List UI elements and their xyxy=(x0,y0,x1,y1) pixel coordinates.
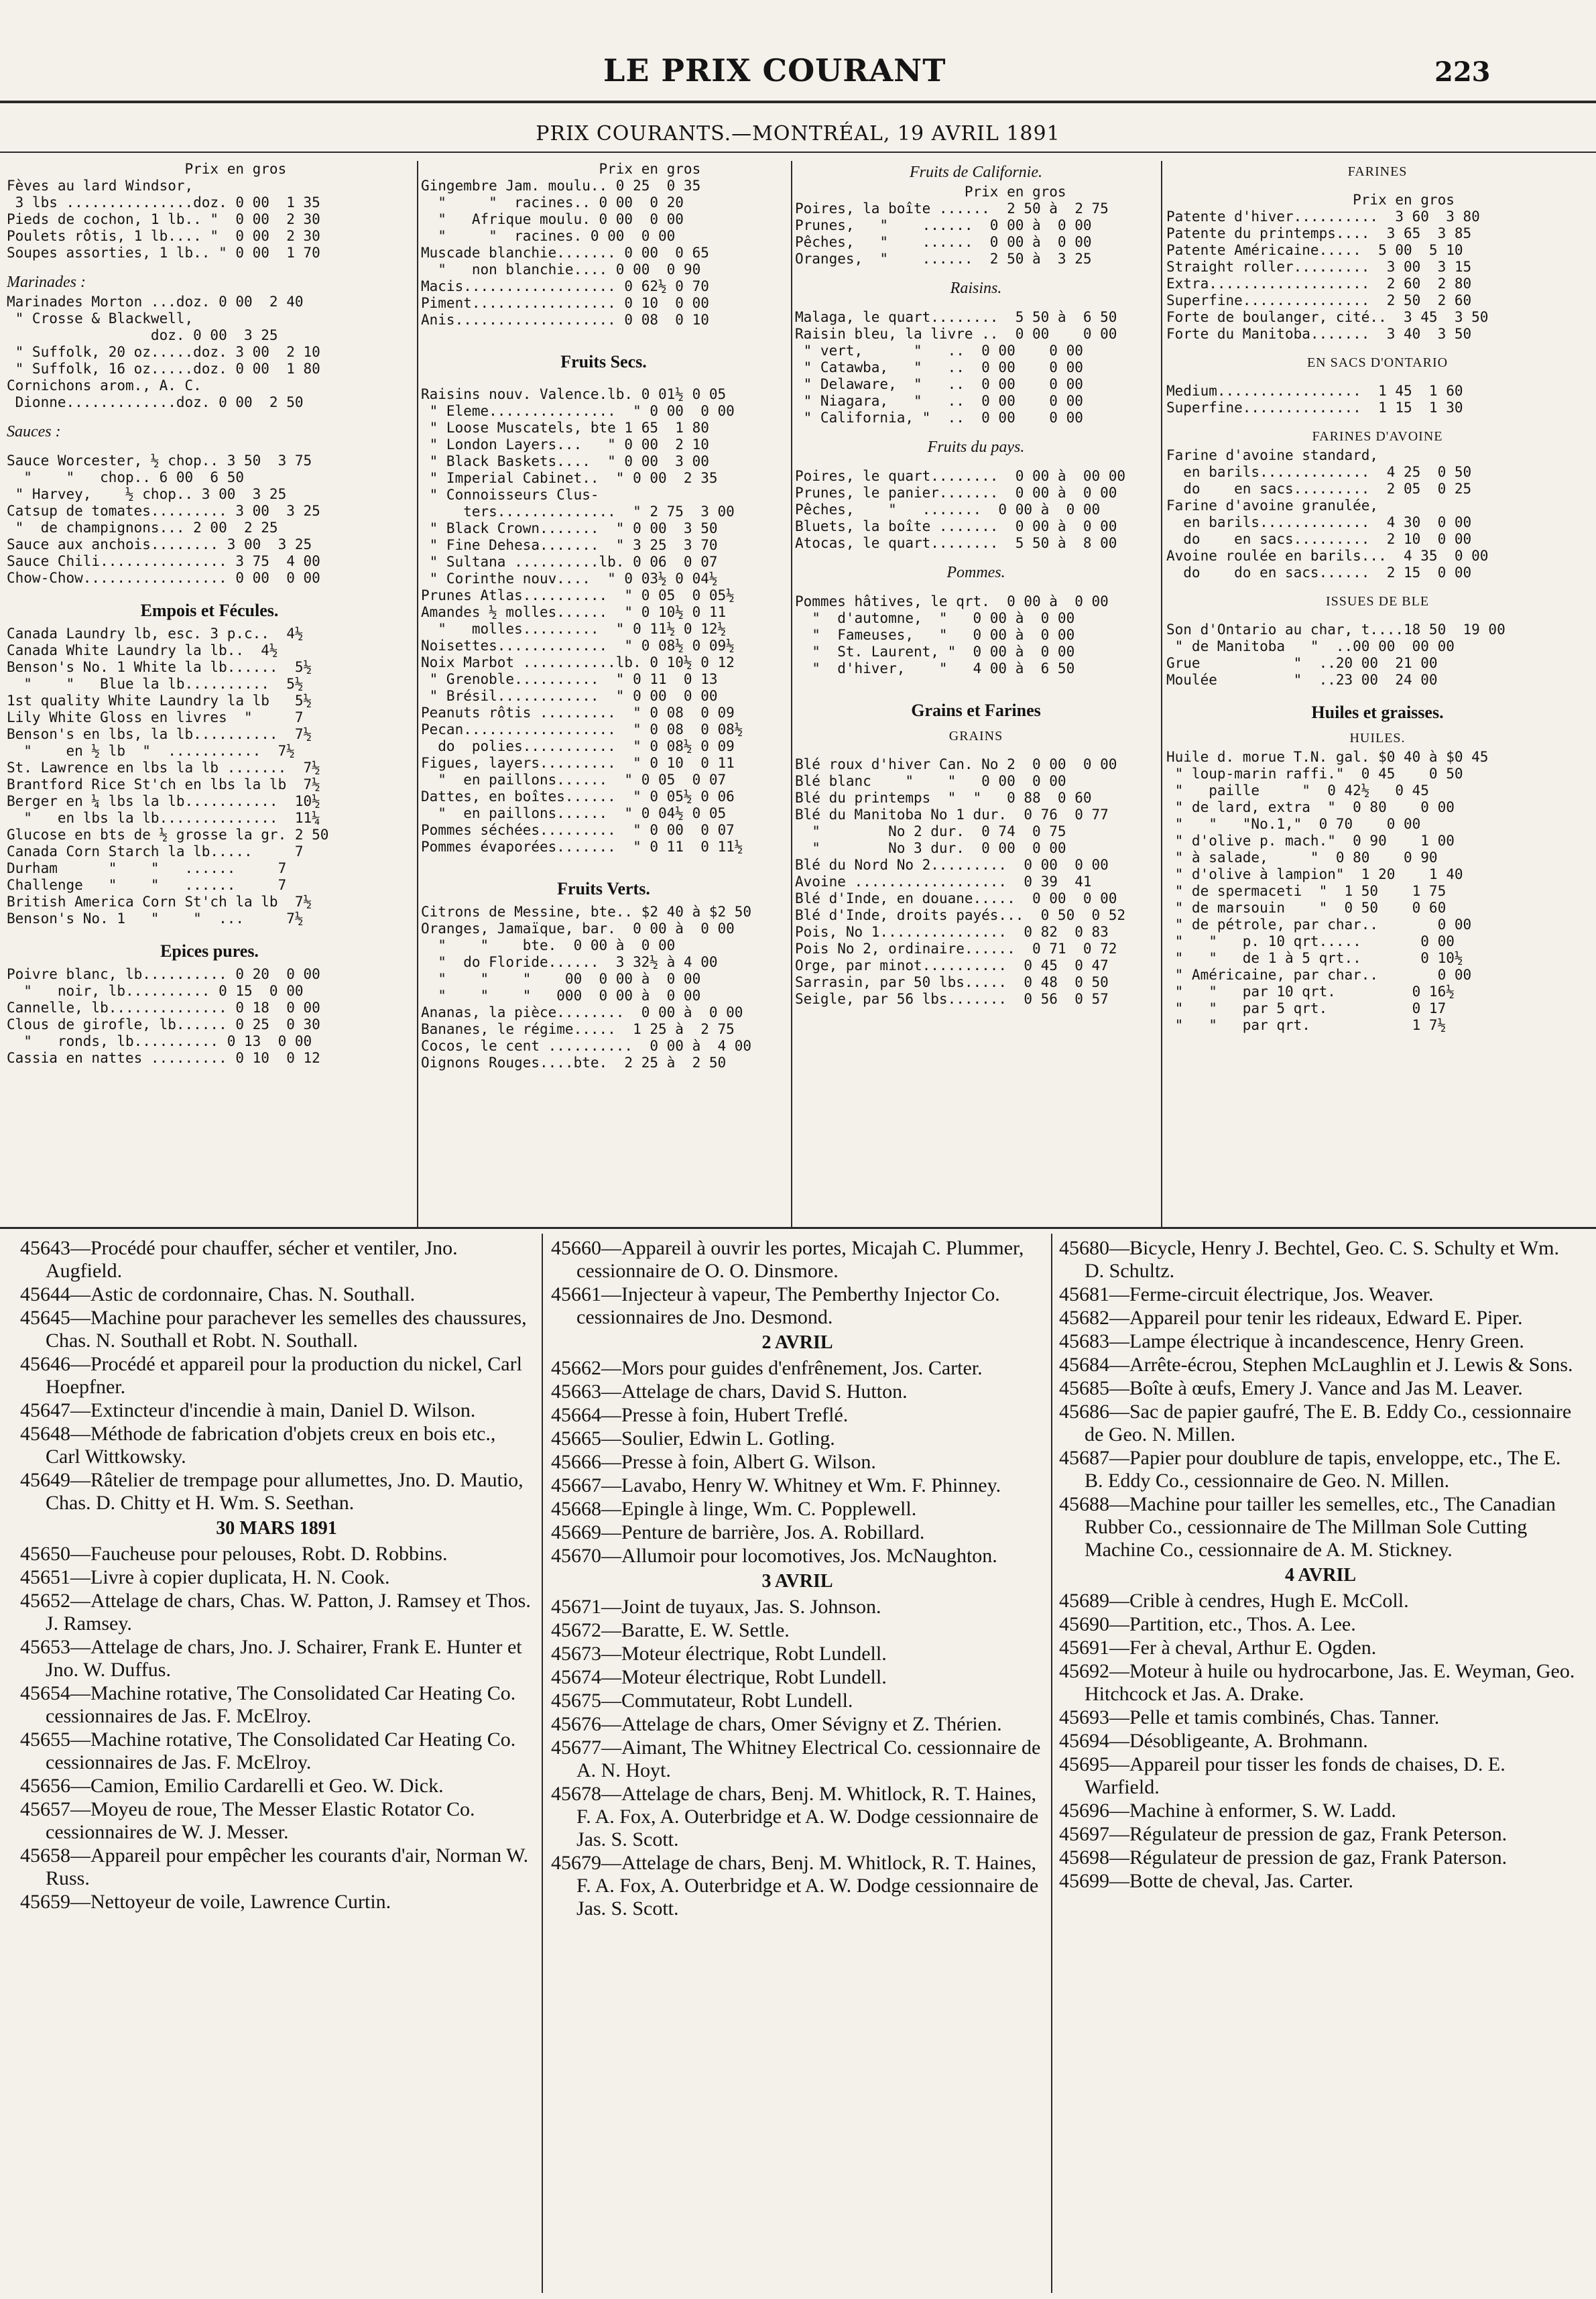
spacer xyxy=(421,329,786,338)
price-line: " en ½ lb " ........... 7½ xyxy=(7,743,295,759)
price-line: Berger en ¼ lbs la lb........... 10½ xyxy=(7,793,320,809)
price-line: Forte du Manitoba....... 3 40 3 50 xyxy=(1166,326,1472,342)
section-rule xyxy=(0,152,1596,153)
patent-entry: 45645—Machine pour parachever les semelles des chaussures, Chas. N. Southall et Robt. N. Southall. xyxy=(20,1307,527,1352)
price-line: Peanuts rôtis ......... " 0 08 0 09 xyxy=(421,705,735,721)
price-line: do en sacs......... 2 05 0 25 xyxy=(1166,481,1472,497)
price-line: Durham " " ...... 7 xyxy=(7,860,287,876)
spacer xyxy=(1166,612,1589,622)
patent-entry: 45686—Sac de papier gaufré, The E. B. Eddy Co., cessionnaire de Geo. N. Millen. xyxy=(1059,1401,1572,1446)
patent-entry: 45676—Attelage de chars, Omer Sévigny et Z. Thérien. xyxy=(551,1713,1002,1735)
price-line: Challenge " " ...... 7 xyxy=(7,877,287,893)
patent-entry: 45671—Joint de tuyaux, Jas. S. Johnson. xyxy=(551,1596,881,1618)
price-line: Patente d'hiver.......... 3 60 3 80 xyxy=(1166,209,1480,225)
price-line: " Suffolk, 16 oz.....doz. 0 00 1 80 xyxy=(7,361,320,377)
section-heading: PRIX COURANTS.—MONTRÉAL, 19 AVRIL 1891 xyxy=(536,122,1060,145)
patent-entry: 45653—Attelage de chars, Jno. J. Schairer, Frank E. Hunter et Jno. W. Duffus. xyxy=(20,1636,522,1681)
patent-entry: 45694—Désobligeante, A. Brohmann. xyxy=(1059,1730,1368,1752)
price-line: " Delaware, " .. 0 00 0 00 xyxy=(795,376,1083,392)
price-line: " " par 5 qrt. 0 17 xyxy=(1166,1000,1447,1016)
price-line: Medium................. 1 45 1 60 xyxy=(1166,383,1463,399)
price-line: Dattes, en boîtes...... " 0 05½ 0 06 xyxy=(421,788,735,805)
column-divider xyxy=(542,1234,543,2293)
price-line: " de Manitoba " ..00 00 00 00 xyxy=(1166,638,1455,654)
price-line: " en paillons...... " 0 04½ 0 05 xyxy=(421,805,727,821)
price-line: Bananes, le régime..... 1 25 à 2 75 xyxy=(421,1021,735,1037)
subsection-heading: ISSUES DE BLE xyxy=(1325,594,1430,609)
price-line: " Grenoble.......... " 0 11 0 13 xyxy=(421,671,718,687)
price-line: Farine d'avoine granulée, xyxy=(1166,497,1379,514)
price-line: " d'automne, " 0 00 à 0 00 xyxy=(795,610,1075,626)
price-line: Huile d. morue T.N. gal. $0 40 à $0 45 xyxy=(1166,749,1489,765)
spacer xyxy=(7,261,412,271)
spacer xyxy=(7,927,412,937)
price-line: Fèves au lard Windsor, xyxy=(7,178,194,194)
price-line: Farine d'avoine standard, xyxy=(1166,447,1379,463)
price-line: Extra................... 2 60 2 80 xyxy=(1166,276,1472,292)
price-line: " molles......... " 0 11½ 0 12½ xyxy=(421,621,727,637)
patent-entry: 45688—Machine pour tailler les semelles, etc., The Canadian Rubber Co., cessionnaire de The Millman Sole Cutting Machine Co., cessionnaire de A. M. Stickney. xyxy=(1059,1493,1556,1561)
price-line: Pêches, " ....... 0 00 à 0 00 xyxy=(795,502,1101,518)
spacer xyxy=(795,459,1157,468)
price-line: " Crosse & Blackwell, xyxy=(7,310,194,327)
price-line: " No 2 dur. 0 74 0 75 xyxy=(795,823,1066,839)
price-line: " Connoisseurs Clus- xyxy=(421,487,599,503)
patent-entry: 45691—Fer à cheval, Arthur E. Ogden. xyxy=(1059,1637,1377,1659)
price-line: Pieds de cochon, 1 lb.. " 0 00 2 30 xyxy=(7,211,320,227)
subsection-heading: Sauces : xyxy=(7,423,61,440)
price-line: Pois No 2, ordinaire...... 0 71 0 72 xyxy=(795,941,1117,957)
price-line: do en sacs......... 2 10 0 00 xyxy=(1166,531,1472,547)
price-line: " " " 00 0 00 à 0 00 xyxy=(421,971,701,987)
price-line: St. Lawrence en lbs la lb ....... 7½ xyxy=(7,760,320,776)
price-line: British America Corn St'ch la lb 7½ xyxy=(7,894,312,910)
price-line: Piment................. 0 10 0 00 xyxy=(421,295,709,311)
price-line: Blé d'Inde, en douane..... 0 00 0 00 xyxy=(795,890,1117,906)
patent-entry: 45644—Astic de cordonnaire, Chas. N. Southall. xyxy=(20,1283,416,1305)
date-heading: 30 MARS 1891 xyxy=(216,1518,337,1539)
price-line: " Black Baskets.... " 0 00 3 00 xyxy=(421,453,709,469)
price-line: Canada Laundry lb, esc. 3 p.c.. 4½ xyxy=(7,626,304,642)
patent-entry: 45678—Attelage de chars, Benj. M. Whitlock, R. T. Haines, F. A. Fox, A. Outerbridge et A. W. Dodge cessionnaire de Jas. S. Scott. xyxy=(551,1783,1039,1850)
column-divider xyxy=(1051,1234,1052,2293)
price-line: " " " 000 0 00 à 0 00 xyxy=(421,988,701,1004)
price-line: Gingembre Jam. moulu.. 0 25 0 35 xyxy=(421,178,701,194)
price-line: " " "No.1," 0 70 0 00 xyxy=(1166,816,1421,832)
price-line: " St. Laurent, " 0 00 à 0 00 xyxy=(795,644,1075,660)
price-line: " loup-marin raffi." 0 45 0 50 xyxy=(1166,766,1463,782)
price-line: Marinades Morton ...doz. 0 00 2 40 xyxy=(7,294,304,310)
price-line: " do Floride...... 3 32½ à 4 00 xyxy=(421,954,718,970)
patent-entry: 45682—Appareil pour tenir les rideaux, Edward E. Piper. xyxy=(1059,1307,1523,1329)
spacer xyxy=(1166,373,1589,383)
price-line: Poires, le quart........ 0 00 à 00 00 xyxy=(795,468,1126,484)
price-line: Malaga, le quart........ 5 50 à 6 50 xyxy=(795,309,1117,325)
patent-entry: 45677—Aimant, The Whitney Electrical Co. cessionnaire de A. N. Hoyt. xyxy=(551,1736,1041,1781)
price-line: Blé du Manitoba No 1 dur. 0 76 0 77 xyxy=(795,807,1109,823)
price-line: " de marsouin " 0 50 0 60 xyxy=(1166,900,1447,916)
price-line: " noir, lb.......... 0 15 0 00 xyxy=(7,983,304,999)
subsection-heading: HUILES. xyxy=(1349,731,1406,746)
price-line: Sauce Chili............... 3 75 4 00 xyxy=(7,553,320,569)
price-line: " No 3 dur. 0 00 0 00 xyxy=(795,840,1066,856)
price-line: Forte de boulanger, cité.. 3 45 3 50 xyxy=(1166,309,1489,325)
price-line: Canada Corn Starch la lb..... 7 xyxy=(7,843,304,860)
patent-entry: 45663—Attelage de chars, David S. Hutton. xyxy=(551,1380,908,1403)
subsection-heading: EN SACS D'ONTARIO xyxy=(1306,355,1449,370)
section-heading: Grains et Farines xyxy=(911,701,1041,720)
patent-entry: 45660—Appareil à ouvrir les portes, Micajah C. Plummer, cessionnaire de O. O. Dinsmore. xyxy=(551,1237,1024,1282)
price-line: Raisin bleu, la livre .. 0 00 0 00 xyxy=(795,326,1117,342)
price-line: Moulée " ..23 00 24 00 xyxy=(1166,672,1438,688)
price-line: do polies........... " 0 08½ 0 09 xyxy=(421,738,735,754)
price-line: Benson's en lbs, la lb.......... 7½ xyxy=(7,726,312,742)
price-line: Ananas, la pièce........ 0 00 à 0 00 xyxy=(421,1004,743,1020)
price-line: Soupes assorties, 1 lb.. " 0 00 1 70 xyxy=(7,245,320,261)
price-line: " d'olive p. mach." 0 90 1 00 xyxy=(1166,833,1455,849)
price-line: " Loose Muscatels, bte 1 65 1 80 xyxy=(421,420,709,436)
spacer xyxy=(7,587,412,596)
price-line: " Fameuses, " 0 00 à 0 00 xyxy=(795,627,1075,643)
patent-entry: 45679—Attelage de chars, Benj. M. Whitlock, R. T. Haines, F. A. Fox, A. Outerbridge et A. W. Dodge cessionnaire de Jas. S. Scott. xyxy=(551,1852,1039,1920)
subsection-heading: FARINES D'AVOINE xyxy=(1312,429,1443,444)
price-line: Poivre blanc, lb.......... 0 20 0 00 xyxy=(7,966,320,982)
patent-entry: 45666—Presse à foin, Albert G. Wilson. xyxy=(551,1451,876,1473)
price-line: " de champignons... 2 00 2 25 xyxy=(7,520,278,536)
price-line: Blé du printemps " " 0 88 0 60 xyxy=(795,790,1092,806)
price-line: " " Blue la lb.......... 5½ xyxy=(7,676,304,692)
patent-entry: 45698—Régulateur de pression de gaz, Frank Paterson. xyxy=(1059,1846,1508,1869)
price-line: Avoine .................. 0 39 41 xyxy=(795,874,1092,890)
price-line: Cassia en nattes ......... 0 10 0 12 xyxy=(7,1050,320,1066)
price-line: " " de 1 à 5 qrt.. 0 10½ xyxy=(1166,950,1463,966)
patent-entry: 45643—Procédé pour chauffer, sécher et ventiler, Jno. Augfield. xyxy=(20,1237,458,1282)
patent-entry: 45669—Penture de barrière, Jos. A. Robillard. xyxy=(551,1521,925,1543)
price-line: Blé d'Inde, droits payés... 0 50 0 52 xyxy=(795,907,1126,923)
price-line: Brantford Rice St'ch en lbs la lb 7½ xyxy=(7,776,320,792)
patent-column-2 xyxy=(551,1237,1044,2290)
patent-entry: 45684—Arrête-écrou, Stephen McLaughlin et J. Lewis & Sons. xyxy=(1059,1354,1573,1376)
subsection-heading: Marinades : xyxy=(7,274,86,291)
spacer xyxy=(795,300,1157,309)
price-line: " " chop.. 6 00 6 50 xyxy=(7,469,245,485)
price-line: Oignons Rouges....bte. 2 25 à 2 50 xyxy=(421,1055,727,1071)
patent-entry: 45656—Camion, Emilio Cardarelli et Geo. W. Dick. xyxy=(20,1775,444,1797)
price-line: Superfine............... 2 50 2 60 xyxy=(1166,292,1472,308)
price-line: en barils............. 4 30 0 00 xyxy=(1166,514,1472,530)
patent-entry: 45659—Nettoyeur de voile, Lawrence Curtin. xyxy=(20,1891,391,1913)
price-line: " " bte. 0 00 à 0 00 xyxy=(421,937,676,953)
price-line: " vert, " .. 0 00 0 00 xyxy=(795,343,1083,359)
patent-column-3 xyxy=(1059,1237,1582,2290)
price-line: " d'hiver, " 4 00 à 6 50 xyxy=(795,660,1075,676)
price-line: Grue " ..20 00 21 00 xyxy=(1166,655,1438,671)
price-line: Sauce Worcester, ½ chop.. 3 50 3 75 xyxy=(7,453,312,469)
subsection-heading: FARINES xyxy=(1347,164,1408,179)
column-divider xyxy=(417,161,418,1227)
price-line: Chow-Chow................. 0 00 0 00 xyxy=(7,570,320,586)
price-line: Pecan.................. " 0 08 0 08½ xyxy=(421,721,743,738)
price-line: Dionne.............doz. 0 00 2 50 xyxy=(7,394,304,410)
price-line: " Black Crown....... " 0 00 3 50 xyxy=(421,520,718,536)
patent-entry: 45681—Ferme-circuit électrique, Jos. Weaver. xyxy=(1059,1283,1434,1305)
spacer xyxy=(421,856,786,865)
price-line: " en paillons...... " 0 05 0 07 xyxy=(421,772,727,788)
price-line: " " racines. 0 00 0 00 xyxy=(421,228,676,244)
price-line: Prix en gros xyxy=(7,161,287,177)
patent-entry: 45689—Crible à cendres, Hugh E. McColl. xyxy=(1059,1590,1409,1612)
patent-entry: 45685—Boîte à œufs, Emery J. Vance and Jas M. Leaver. xyxy=(1059,1377,1523,1399)
price-line: Catsup de tomates......... 3 00 3 25 xyxy=(7,503,320,519)
price-line: ters.............. " 2 75 3 00 xyxy=(421,504,735,520)
price-line: Pêches, " ...... 0 00 à 0 00 xyxy=(795,234,1092,250)
patent-entry: 45655—Machine rotative, The Consolidated Car Heating Co. cessionnaires de Jas. F. McElroy. xyxy=(20,1728,516,1773)
patent-entry: 45692—Moteur à huile ou hydrocarbone, Jas. E. Weyman, Geo. Hitchcock et Jas. A. Drake. xyxy=(1059,1660,1575,1705)
page-number: 223 xyxy=(1434,56,1491,88)
price-line: " Sultana ..........lb. 0 06 0 07 xyxy=(421,554,718,570)
spacer xyxy=(795,552,1157,561)
patent-entry: 45683—Lampe électrique à incandescence, Henry Green. xyxy=(1059,1330,1524,1352)
section-heading: Fruits Secs. xyxy=(560,352,647,371)
price-line: Prunes Atlas.......... " 0 05 0 05½ xyxy=(421,587,735,603)
patent-entry: 45650—Faucheuse pour pelouses, Robt. D. Robbins. xyxy=(20,1543,448,1565)
spacer xyxy=(795,268,1157,277)
price-line: Patente Américaine..... 5 00 5 10 xyxy=(1166,242,1463,258)
price-line: Figues, layers......... " 0 10 0 11 xyxy=(421,755,735,771)
patent-entry: 45672—Baratte, E. W. Settle. xyxy=(551,1619,790,1641)
spacer xyxy=(795,584,1157,593)
price-line: Patente du printemps.... 3 65 3 85 xyxy=(1166,225,1472,241)
price-line: " en lbs la lb.............. 11¼ xyxy=(7,810,320,826)
price-line: " " racines.. 0 00 0 20 xyxy=(421,194,684,211)
column-divider xyxy=(791,161,792,1227)
header-rule xyxy=(0,101,1596,103)
price-line: Avoine roulée en barils... 4 35 0 00 xyxy=(1166,548,1489,564)
price-line: " " par 10 qrt. 0 16½ xyxy=(1166,984,1455,1000)
patent-entry: 45687—Papier pour doublure de tapis, enveloppe, etc., The E. B. Eddy Co., cessionnaire de Geo. N. Millen. xyxy=(1059,1447,1561,1492)
spacer xyxy=(1166,689,1589,698)
column-divider xyxy=(1161,161,1162,1227)
price-line: Cannelle, lb.............. 0 18 0 00 xyxy=(7,1000,320,1016)
price-line: " Américaine, par char.. 0 00 xyxy=(1166,967,1472,983)
price-line: Prix en gros xyxy=(1166,192,1455,208)
patent-entry: 45665—Soulier, Edwin L. Gotling. xyxy=(551,1427,835,1450)
section-heading: Empois et Fécules. xyxy=(140,601,279,620)
price-line: Benson's No. 1 White la lb...... 5½ xyxy=(7,659,312,675)
spacer xyxy=(1166,581,1589,591)
price-line: Noisettes............. " 0 08½ 0 09½ xyxy=(421,638,735,654)
patent-entry: 45646—Procédé et appareil pour la production du nickel, Carl Hoepfner. xyxy=(20,1353,522,1398)
price-line: " Brésil............ " 0 00 0 00 xyxy=(421,688,718,704)
spacer xyxy=(795,747,1157,756)
price-line: " Fine Dehesa....... " 3 25 3 70 xyxy=(421,537,718,553)
patent-entry: 45651—Livre à copier duplicata, H. N. Cook. xyxy=(20,1566,390,1588)
price-line: " Harvey, ½ chop.. 3 00 3 25 xyxy=(7,486,287,502)
price-line: " à salade, " 0 80 0 90 xyxy=(1166,849,1438,866)
price-line: " Afrique moulu. 0 00 0 00 xyxy=(421,211,684,227)
patent-entry: 45699—Botte de cheval, Jas. Carter. xyxy=(1059,1870,1354,1892)
price-line: Canada White Laundry la lb.. 4½ xyxy=(7,642,278,658)
price-line: Superfine.............. 1 15 1 30 xyxy=(1166,400,1463,416)
price-line: Muscade blanchie....... 0 00 0 65 xyxy=(421,245,709,261)
price-line: " ronds, lb.......... 0 13 0 00 xyxy=(7,1033,312,1049)
patent-entry: 45668—Epingle à linge, Wm. C. Popplewell. xyxy=(551,1498,917,1520)
patent-entry: 45696—Machine à enformer, S. W. Ladd. xyxy=(1059,1800,1396,1822)
price-line: Orge, par minot.......... 0 45 0 47 xyxy=(795,957,1109,974)
price-line: Cocos, le cent .......... 0 00 à 4 00 xyxy=(421,1038,752,1054)
price-line: Blé blanc " " 0 00 0 00 xyxy=(795,773,1066,789)
price-line: Blé roux d'hiver Can. No 2 0 00 0 00 xyxy=(795,756,1117,772)
patent-entry: 45670—Allumoir pour locomotives, Jos. McNaughton. xyxy=(551,1545,997,1567)
price-line: Poulets rôtis, 1 lb.... " 0 00 2 30 xyxy=(7,228,320,244)
price-line: " Corinthe nouv.... " 0 03½ 0 04½ xyxy=(421,571,718,587)
price-line: do do en sacs...... 2 15 0 00 xyxy=(1166,565,1472,581)
price-line: Bluets, la boîte ....... 0 00 à 0 00 xyxy=(795,518,1117,534)
patent-entry: 45693—Pelle et tamis combinés, Chas. Tanner. xyxy=(1059,1706,1440,1728)
price-line: Pommes séchées......... " 0 00 0 07 xyxy=(421,822,735,838)
price-line: Cornichons arom., A. C. xyxy=(7,377,202,394)
price-line: " Niagara, " .. 0 00 0 00 xyxy=(795,393,1083,409)
price-line: 3 lbs ...............doz. 0 00 1 35 xyxy=(7,194,320,211)
patent-column-1 xyxy=(20,1237,533,2290)
patent-entry: 45654—Machine rotative, The Consolidated Car Heating Co. cessionnaires de Jas. F. McElroy. xyxy=(20,1682,516,1727)
subsection-heading: Fruits de Californie. xyxy=(910,164,1042,181)
price-line: " London Layers... " 0 00 2 10 xyxy=(421,436,709,453)
price-line: Prix en gros xyxy=(421,161,701,177)
price-line: " " par qrt. 1 7½ xyxy=(1166,1017,1447,1033)
price-column-1 xyxy=(7,161,412,1224)
price-line: " Catawba, " .. 0 00 0 00 xyxy=(795,359,1083,375)
price-line: Anis................... 0 08 0 10 xyxy=(421,312,709,328)
patent-entry: 45680—Bicycle, Henry J. Bechtel, Geo. C. S. Schulty et Wm. D. Schultz. xyxy=(1059,1237,1560,1282)
spacer xyxy=(421,338,786,347)
page-title: LE PRIX COURANT xyxy=(603,52,946,89)
patent-entry: 45647—Extincteur d'incendie à main, Daniel D. Wilson. xyxy=(20,1399,476,1421)
patent-entry: 45649—Râtelier de trempage pour allumettes, Jno. D. Mautio, Chas. D. Chitty et H. Wm. S. Seethan. xyxy=(20,1469,524,1514)
patent-entry: 45697—Régulateur de pression de gaz, Frank Peterson. xyxy=(1059,1823,1508,1845)
price-line: Sauce aux anchois........ 3 00 3 25 xyxy=(7,536,312,552)
patent-entry: 45648—Méthode de fabrication d'objets creux en bois etc., Carl Wittkowsky. xyxy=(20,1423,496,1468)
price-line: " d'olive à lampion" 1 20 1 40 xyxy=(1166,866,1463,882)
price-column-2 xyxy=(421,161,786,1224)
spacer xyxy=(7,411,412,420)
patent-entry: 45652—Attelage de chars, Chas. W. Patton, J. Ramsey et Thos. J. Ramsey. xyxy=(20,1590,531,1635)
spacer xyxy=(1166,343,1589,352)
patent-entry: 45661—Injecteur à vapeur, The Pemberthy Injector Co. cessionnaires de Jno. Desmond. xyxy=(551,1283,1000,1328)
patent-entry: 45667—Lavabo, Henry W. Whitney et Wm. F. Phinney. xyxy=(551,1474,1001,1496)
price-line: " de spermaceti " 1 50 1 75 xyxy=(1166,883,1447,899)
price-line: Atocas, le quart........ 5 50 à 8 00 xyxy=(795,535,1117,551)
patent-entry: 45662—Mors pour guides d'enfrênement, Jos. Carter. xyxy=(551,1357,983,1379)
patent-entry: 45674—Moteur électrique, Robt Lundell. xyxy=(551,1666,887,1688)
price-line: en barils............. 4 25 0 50 xyxy=(1166,464,1472,480)
price-line: Sarrasin, par 50 lbs..... 0 48 0 50 xyxy=(795,974,1109,990)
price-line: " Imperial Cabinet.. " 0 00 2 35 xyxy=(421,470,718,486)
subsection-heading: Fruits du pays. xyxy=(927,438,1025,456)
date-heading: 2 AVRIL xyxy=(761,1332,833,1353)
section-heading: Epices pures. xyxy=(160,941,259,961)
section-heading: Huiles et graisses. xyxy=(1311,703,1444,722)
date-heading: 4 AVRIL xyxy=(1284,1565,1357,1586)
price-line: Oranges, " ...... 2 50 à 3 25 xyxy=(795,251,1092,267)
price-line: " Eleme............... " 0 00 0 00 xyxy=(421,403,735,419)
patent-entry: 45675—Commutateur, Robt Lundell. xyxy=(551,1690,853,1712)
patent-entry: 45664—Presse à foin, Hubert Treflé. xyxy=(551,1404,849,1426)
price-line: Pommes évaporées....... " 0 11 0 11½ xyxy=(421,839,743,855)
spacer xyxy=(7,443,412,453)
date-heading: 3 AVRIL xyxy=(761,1571,833,1592)
patent-entry: 45695—Appareil pour tisser les fonds de chaises, D. E. Warfield. xyxy=(1059,1753,1506,1798)
spacer xyxy=(1166,416,1589,426)
patent-entry: 45657—Moyeu de roue, The Messer Elastic Rotator Co. cessionnaires de W. J. Messer. xyxy=(20,1798,475,1843)
subsection-heading: Raisins. xyxy=(950,280,1002,297)
patent-entry: 45673—Moteur électrique, Robt Lundell. xyxy=(551,1643,887,1665)
price-line: Benson's No. 1 " " ... 7½ xyxy=(7,910,304,927)
price-line: Pois, No 1............... 0 82 0 83 xyxy=(795,924,1109,940)
price-column-4 xyxy=(1166,161,1589,1224)
spacer xyxy=(795,687,1157,696)
price-column-3 xyxy=(795,161,1157,1224)
price-line: " " p. 10 qrt..... 0 00 xyxy=(1166,933,1455,949)
price-line: Macis.................. 0 62½ 0 70 xyxy=(421,278,709,294)
price-line: Seigle, par 56 lbs....... 0 56 0 57 xyxy=(795,991,1109,1007)
price-line: Clous de girofle, lb...... 0 25 0 30 xyxy=(7,1016,320,1033)
price-line: Pommes hâtives, le qrt. 0 00 à 0 00 xyxy=(795,593,1109,609)
price-line: Amandes ½ molles...... " 0 10½ 0 11 xyxy=(421,604,727,620)
price-line: Prunes, le panier....... 0 00 à 0 00 xyxy=(795,485,1117,501)
price-line: " California, " .. 0 00 0 00 xyxy=(795,410,1083,426)
spacer xyxy=(1166,182,1589,192)
price-line: Prunes, " ...... 0 00 à 0 00 xyxy=(795,217,1092,233)
price-line: Poires, la boîte ...... 2 50 à 2 75 xyxy=(795,200,1109,217)
subsection-heading: GRAINS xyxy=(948,729,1003,744)
price-line: Glucose en bts de ½ grosse la gr. 2 50 xyxy=(7,827,329,843)
spacer xyxy=(795,677,1157,687)
section-heading: Fruits Verts. xyxy=(557,879,650,898)
spacer xyxy=(795,426,1157,436)
price-line: Straight roller......... 3 00 3 15 xyxy=(1166,259,1472,275)
price-line: Lily White Gloss en livres " 7 xyxy=(7,709,304,725)
price-line: 1st quality White Laundry la lb 5½ xyxy=(7,693,312,709)
subsection-heading: Pommes. xyxy=(946,564,1005,581)
price-line: " paille " 0 42½ 0 45 xyxy=(1166,782,1429,799)
patent-entry: 45658—Appareil pour empêcher les courants d'air, Norman W. Russ. xyxy=(20,1844,529,1889)
price-line: Son d'Ontario au char, t....18 50 19 00 xyxy=(1166,622,1506,638)
price-line: " de lard, extra " 0 80 0 00 xyxy=(1166,799,1455,815)
price-line: Citrons de Messine, bte.. $2 40 à $2 50 xyxy=(421,904,752,920)
price-line: Prix en gros xyxy=(795,184,1066,200)
patent-entry: 45690—Partition, etc., Thos. A. Lee. xyxy=(1059,1613,1356,1635)
price-line: Oranges, Jamaïque, bar. 0 00 à 0 00 xyxy=(421,921,735,937)
spacer xyxy=(421,377,786,386)
price-line: Noix Marbot ...........lb. 0 10½ 0 12 xyxy=(421,654,735,670)
section-rule xyxy=(0,1227,1596,1229)
price-line: Raisins nouv. Valence.lb. 0 01½ 0 05 xyxy=(421,386,727,402)
price-line: doz. 0 00 3 25 xyxy=(7,327,278,343)
spacer xyxy=(421,865,786,874)
price-line: " Suffolk, 20 oz.....doz. 3 00 2 10 xyxy=(7,344,320,360)
price-line: Blé du Nord No 2......... 0 00 0 00 xyxy=(795,857,1109,873)
price-line: " de pétrole, par char.. 0 00 xyxy=(1166,917,1472,933)
price-line: " non blanchie.... 0 00 0 90 xyxy=(421,261,701,278)
